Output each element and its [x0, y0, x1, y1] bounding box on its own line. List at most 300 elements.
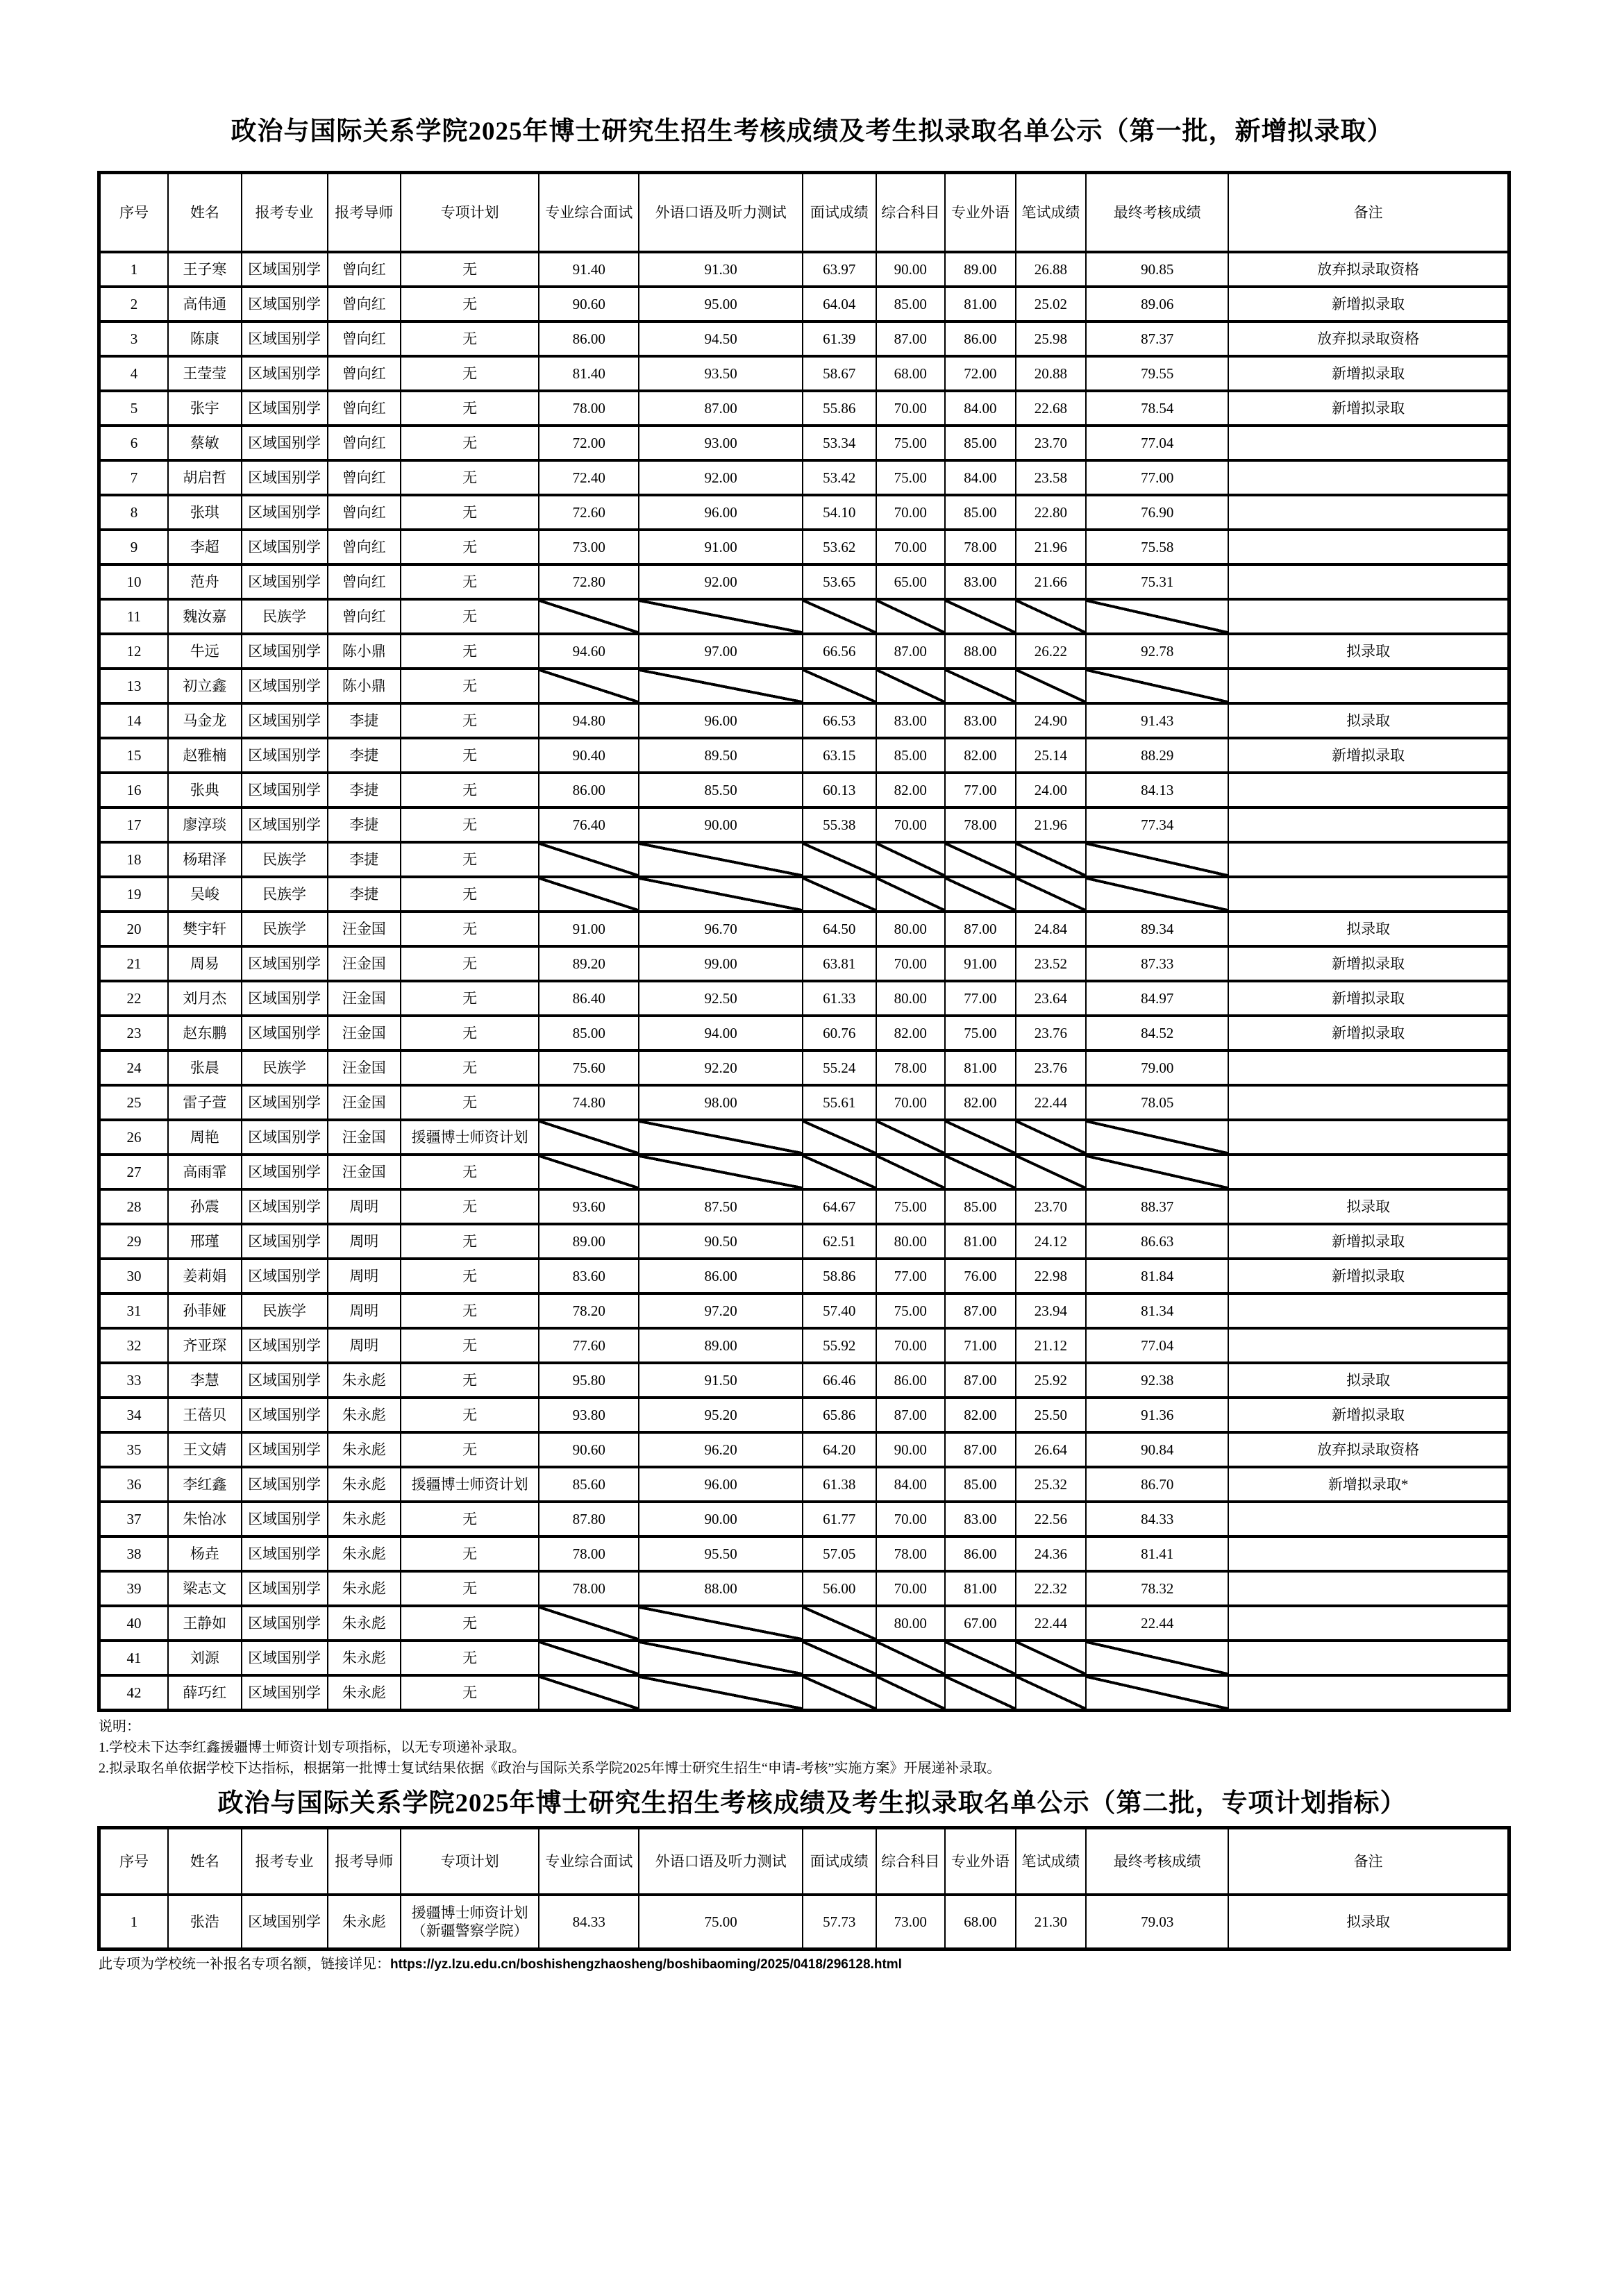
batch2-results-table [97, 1826, 1511, 1951]
candidate-name: 牛远 [168, 634, 242, 669]
applied-major: 区域国别学 [242, 356, 328, 391]
applied-major: 区域国别学 [242, 669, 328, 703]
score-cell: 87.00 [876, 634, 946, 669]
score-cell [803, 877, 876, 912]
score-cell: 66.53 [803, 703, 876, 738]
score-cell: 93.80 [539, 1398, 639, 1432]
score-cell: 25.98 [1016, 321, 1087, 356]
score-cell: 87.00 [945, 1293, 1016, 1328]
score-cell: 81.40 [539, 356, 639, 391]
special-plan: 无 [401, 530, 539, 564]
special-plan: 无 [401, 287, 539, 321]
row-number: 34 [99, 1398, 169, 1432]
special-plan: 无 [401, 738, 539, 773]
score-cell: 68.00 [876, 356, 946, 391]
score-cell: 92.38 [1086, 1363, 1228, 1398]
score-cell: 61.33 [803, 981, 876, 1016]
special-plan: 无 [401, 460, 539, 495]
score-cell: 80.00 [876, 981, 946, 1016]
score-cell: 72.80 [539, 564, 639, 599]
row-number: 36 [99, 1467, 169, 1502]
row-number: 20 [99, 912, 169, 946]
applied-major: 区域国别学 [242, 1641, 328, 1675]
applied-major: 区域国别学 [242, 634, 328, 669]
score-cell [1086, 842, 1228, 877]
column-header: 综合科目 [876, 1828, 946, 1895]
score-cell: 89.06 [1086, 287, 1228, 321]
score-cell: 90.40 [539, 738, 639, 773]
special-plan: 无 [401, 356, 539, 391]
table-row [99, 599, 1509, 634]
score-cell [803, 599, 876, 634]
candidate-name: 范舟 [168, 564, 242, 599]
score-cell: 65.00 [876, 564, 946, 599]
special-plan: 援疆博士师资计划 [401, 1467, 539, 1502]
row-number: 1 [99, 1895, 169, 1950]
score-cell: 92.00 [639, 460, 803, 495]
applied-supervisor: 李捷 [328, 807, 401, 842]
score-cell: 77.00 [876, 1259, 946, 1293]
score-cell [945, 877, 1016, 912]
applied-supervisor: 曾向红 [328, 252, 401, 287]
remark-cell: 新增拟录取 [1228, 1224, 1509, 1259]
score-cell: 81.00 [945, 287, 1016, 321]
applied-major: 区域国别学 [242, 703, 328, 738]
score-cell: 24.00 [1016, 773, 1087, 807]
score-cell: 92.20 [639, 1050, 803, 1085]
special-plan: 无 [401, 1363, 539, 1398]
footer-url[interactable]: https://yz.lzu.edu.cn/boshishengzhaosheng/boshibaoming/2025/0418/296128.html [390, 1957, 902, 1972]
score-cell: 55.24 [803, 1050, 876, 1085]
score-cell: 87.50 [639, 1189, 803, 1224]
remark-cell: 新增拟录取 [1228, 391, 1509, 426]
candidate-name: 樊宇轩 [168, 912, 242, 946]
score-cell: 25.92 [1016, 1363, 1087, 1398]
applied-major: 民族学 [242, 1050, 328, 1085]
score-cell: 79.03 [1086, 1895, 1228, 1950]
row-number: 18 [99, 842, 169, 877]
batch1-title: 政治与国际关系学院2025年博士研究生招生考核成绩及考生拟录取名单公示（第一批，新增拟录取） [231, 117, 1393, 146]
score-cell: 95.50 [639, 1536, 803, 1571]
candidate-name: 孙菲娅 [168, 1293, 242, 1328]
special-plan: 无 [401, 1536, 539, 1571]
applied-supervisor: 周明 [328, 1328, 401, 1363]
score-cell: 72.00 [945, 356, 1016, 391]
applied-major: 区域国别学 [242, 287, 328, 321]
remark-cell: 放弃拟录取资格 [1228, 321, 1509, 356]
column-header: 面试成绩 [803, 1828, 876, 1895]
remark-cell [1228, 1120, 1509, 1155]
special-plan: 无 [401, 426, 539, 460]
row-number: 23 [99, 1016, 169, 1050]
score-cell: 70.00 [876, 530, 946, 564]
score-cell [945, 1155, 1016, 1189]
score-cell: 91.30 [639, 252, 803, 287]
score-cell [1086, 877, 1228, 912]
score-cell: 84.97 [1086, 981, 1228, 1016]
row-number: 7 [99, 460, 169, 495]
applied-supervisor: 李捷 [328, 842, 401, 877]
score-cell: 55.61 [803, 1085, 876, 1120]
score-cell: 92.78 [1086, 634, 1228, 669]
remark-cell: 新增拟录取 [1228, 287, 1509, 321]
score-cell [539, 1675, 639, 1711]
score-cell: 57.05 [803, 1536, 876, 1571]
score-cell: 87.00 [876, 321, 946, 356]
score-cell: 77.60 [539, 1328, 639, 1363]
score-cell: 91.36 [1086, 1398, 1228, 1432]
candidate-name: 孙震 [168, 1189, 242, 1224]
table-row [99, 877, 1509, 912]
score-cell [1016, 842, 1087, 877]
score-cell: 78.00 [945, 807, 1016, 842]
table-row [99, 1120, 1509, 1155]
score-cell: 91.40 [539, 252, 639, 287]
score-cell: 22.32 [1016, 1571, 1087, 1606]
score-cell: 88.29 [1086, 738, 1228, 773]
applied-supervisor: 朱永彪 [328, 1536, 401, 1571]
candidate-name: 周艳 [168, 1120, 242, 1155]
score-cell [803, 1641, 876, 1675]
score-cell [1016, 599, 1087, 634]
applied-major: 区域国别学 [242, 1259, 328, 1293]
applied-major: 区域国别学 [242, 1675, 328, 1711]
score-cell: 58.86 [803, 1259, 876, 1293]
row-number: 37 [99, 1502, 169, 1536]
score-cell: 75.31 [1086, 564, 1228, 599]
column-header: 笔试成绩 [1016, 173, 1087, 253]
score-cell: 22.44 [1016, 1606, 1087, 1641]
score-cell: 55.86 [803, 391, 876, 426]
remark-cell: 新增拟录取 [1228, 1016, 1509, 1050]
special-plan: 无 [401, 1189, 539, 1224]
table-row [99, 1085, 1509, 1120]
applied-supervisor: 汪金国 [328, 1085, 401, 1120]
score-cell: 87.33 [1086, 946, 1228, 981]
special-plan: 无 [401, 1432, 539, 1467]
special-plan: 无 [401, 1641, 539, 1675]
score-cell: 77.00 [1086, 460, 1228, 495]
score-cell: 84.00 [945, 460, 1016, 495]
score-cell: 87.80 [539, 1502, 639, 1536]
applied-major: 区域国别学 [242, 738, 328, 773]
score-cell: 96.00 [639, 703, 803, 738]
applied-major: 区域国别学 [242, 807, 328, 842]
score-cell: 91.43 [1086, 703, 1228, 738]
remark-cell [1228, 669, 1509, 703]
score-cell: 95.20 [639, 1398, 803, 1432]
remark-cell: 新增拟录取 [1228, 1398, 1509, 1432]
score-cell: 56.00 [803, 1571, 876, 1606]
score-cell [539, 1641, 639, 1675]
special-plan: 无 [401, 669, 539, 703]
score-cell: 77.04 [1086, 426, 1228, 460]
table-row [99, 1536, 1509, 1571]
applied-supervisor: 曾向红 [328, 564, 401, 599]
table-row [99, 1895, 1509, 1950]
column-header: 外语口语及听力测试 [639, 1828, 803, 1895]
score-cell: 25.02 [1016, 287, 1087, 321]
applied-supervisor: 周明 [328, 1224, 401, 1259]
special-plan: 无 [401, 1155, 539, 1189]
score-cell: 23.58 [1016, 460, 1087, 495]
score-cell: 89.50 [639, 738, 803, 773]
score-cell: 22.44 [1016, 1085, 1087, 1120]
score-cell: 26.22 [1016, 634, 1087, 669]
score-cell: 21.30 [1016, 1895, 1087, 1950]
table-row [99, 842, 1509, 877]
applied-major: 区域国别学 [242, 1398, 328, 1432]
candidate-name: 梁志文 [168, 1571, 242, 1606]
applied-supervisor: 朱永彪 [328, 1363, 401, 1398]
score-cell: 63.15 [803, 738, 876, 773]
score-cell: 60.76 [803, 1016, 876, 1050]
remark-cell: 拟录取 [1228, 703, 1509, 738]
special-plan: 无 [401, 703, 539, 738]
score-cell [876, 1120, 946, 1155]
score-cell: 85.00 [945, 1467, 1016, 1502]
remark-cell [1228, 599, 1509, 634]
remark-cell [1228, 426, 1509, 460]
score-cell: 85.00 [945, 426, 1016, 460]
row-number: 32 [99, 1328, 169, 1363]
score-cell: 81.34 [1086, 1293, 1228, 1328]
remark-cell [1228, 1606, 1509, 1641]
score-cell: 78.05 [1086, 1085, 1228, 1120]
candidate-name: 陈康 [168, 321, 242, 356]
candidate-name: 雷子萱 [168, 1085, 242, 1120]
applied-supervisor: 曾向红 [328, 321, 401, 356]
score-cell: 53.65 [803, 564, 876, 599]
score-cell: 90.84 [1086, 1432, 1228, 1467]
score-cell: 25.14 [1016, 738, 1087, 773]
score-cell [639, 1675, 803, 1711]
candidate-name: 魏汝嘉 [168, 599, 242, 634]
applied-supervisor: 汪金国 [328, 981, 401, 1016]
candidate-name: 王文婧 [168, 1432, 242, 1467]
applied-major: 区域国别学 [242, 460, 328, 495]
candidate-name: 蔡敏 [168, 426, 242, 460]
candidate-name: 王静如 [168, 1606, 242, 1641]
score-cell: 67.00 [945, 1606, 1016, 1641]
score-cell: 66.46 [803, 1363, 876, 1398]
score-cell [539, 877, 639, 912]
note-item-1: 1.学校未下达李红鑫援疆博士师资计划专项指标，以无专项递补录取。 [99, 1740, 526, 1755]
table-row [99, 1224, 1509, 1259]
applied-major: 区域国别学 [242, 981, 328, 1016]
score-cell: 78.54 [1086, 391, 1228, 426]
score-cell: 90.00 [639, 1502, 803, 1536]
score-cell [876, 669, 946, 703]
score-cell: 21.66 [1016, 564, 1087, 599]
score-cell: 83.00 [945, 564, 1016, 599]
score-cell: 21.96 [1016, 807, 1087, 842]
remark-cell [1228, 1328, 1509, 1363]
applied-supervisor: 汪金国 [328, 1050, 401, 1085]
score-cell [539, 1120, 639, 1155]
table-row [99, 1259, 1509, 1293]
row-number: 31 [99, 1293, 169, 1328]
row-number: 15 [99, 738, 169, 773]
score-cell: 63.97 [803, 252, 876, 287]
column-header: 专项计划 [401, 173, 539, 253]
candidate-name: 周易 [168, 946, 242, 981]
score-cell: 72.60 [539, 495, 639, 530]
candidate-name: 齐亚琛 [168, 1328, 242, 1363]
score-cell: 96.00 [639, 1467, 803, 1502]
table-row [99, 321, 1509, 356]
applied-supervisor: 朱永彪 [328, 1675, 401, 1711]
applied-major: 区域国别学 [242, 426, 328, 460]
special-plan: 无 [401, 599, 539, 634]
score-cell: 83.00 [876, 703, 946, 738]
candidate-name: 刘源 [168, 1641, 242, 1675]
candidate-name: 杨垚 [168, 1536, 242, 1571]
score-cell: 89.34 [1086, 912, 1228, 946]
applied-supervisor: 朱永彪 [328, 1606, 401, 1641]
remark-cell [1228, 460, 1509, 495]
special-plan: 无 [401, 1398, 539, 1432]
score-cell: 21.12 [1016, 1328, 1087, 1363]
score-cell [803, 1155, 876, 1189]
score-cell: 73.00 [876, 1895, 946, 1950]
score-cell: 70.00 [876, 1502, 946, 1536]
column-header: 外语口语及听力测试 [639, 173, 803, 253]
score-cell: 85.60 [539, 1467, 639, 1502]
special-plan: 无 [401, 1224, 539, 1259]
score-cell [1016, 877, 1087, 912]
remark-cell: 拟录取 [1228, 1363, 1509, 1398]
score-cell: 82.00 [876, 773, 946, 807]
score-cell: 87.00 [945, 1432, 1016, 1467]
special-plan: 援疆博士师资计划 （新疆警察学院） [401, 1895, 539, 1950]
batch1-results-table [97, 171, 1511, 1712]
score-cell: 85.00 [945, 495, 1016, 530]
score-cell: 91.00 [639, 530, 803, 564]
score-cell: 53.34 [803, 426, 876, 460]
column-header: 综合科目 [876, 173, 946, 253]
score-cell [539, 1155, 639, 1189]
score-cell: 64.04 [803, 287, 876, 321]
score-cell: 62.51 [803, 1224, 876, 1259]
score-cell [945, 1675, 1016, 1711]
column-header: 报考导师 [328, 173, 401, 253]
score-cell: 25.32 [1016, 1467, 1087, 1502]
score-cell: 84.13 [1086, 773, 1228, 807]
row-number: 6 [99, 426, 169, 460]
column-header: 最终考核成绩 [1086, 173, 1228, 253]
column-header: 专业综合面试 [539, 173, 639, 253]
candidate-name: 王子寒 [168, 252, 242, 287]
applied-supervisor: 汪金国 [328, 912, 401, 946]
score-cell [803, 1606, 876, 1641]
score-cell: 91.00 [539, 912, 639, 946]
candidate-name: 张晨 [168, 1050, 242, 1085]
score-cell: 88.00 [945, 634, 1016, 669]
applied-major: 区域国别学 [242, 564, 328, 599]
table-row [99, 634, 1509, 669]
score-cell: 90.50 [639, 1224, 803, 1259]
column-header: 备注 [1228, 1828, 1509, 1895]
score-cell [639, 599, 803, 634]
score-cell [803, 1120, 876, 1155]
batch2-title: 政治与国际关系学院2025年博士研究生招生考核成绩及考生拟录取名单公示（第二批，专项计划指标） [217, 1789, 1407, 1818]
candidate-name: 薛巧红 [168, 1675, 242, 1711]
table-row [99, 807, 1509, 842]
remark-cell [1228, 1502, 1509, 1536]
score-cell: 90.60 [539, 1432, 639, 1467]
special-plan-line2: （新疆警察学院） [411, 1922, 528, 1939]
row-number: 14 [99, 703, 169, 738]
remark-cell: 拟录取 [1228, 634, 1509, 669]
score-cell: 61.38 [803, 1467, 876, 1502]
candidate-name: 李慧 [168, 1363, 242, 1398]
score-cell: 92.00 [639, 564, 803, 599]
special-plan: 无 [401, 1606, 539, 1641]
score-cell: 68.00 [945, 1895, 1016, 1950]
score-cell: 91.00 [945, 946, 1016, 981]
special-plan: 无 [401, 946, 539, 981]
applied-major: 区域国别学 [242, 1120, 328, 1155]
score-cell [945, 1641, 1016, 1675]
score-cell: 64.50 [803, 912, 876, 946]
score-cell: 89.00 [539, 1224, 639, 1259]
special-plan: 无 [401, 634, 539, 669]
score-cell [876, 877, 946, 912]
row-number: 29 [99, 1224, 169, 1259]
score-cell [1016, 1641, 1087, 1675]
score-cell: 75.00 [876, 1189, 946, 1224]
applied-major: 区域国别学 [242, 1536, 328, 1571]
remark-cell [1228, 1155, 1509, 1189]
score-cell: 77.04 [1086, 1328, 1228, 1363]
special-plan: 无 [401, 877, 539, 912]
score-cell: 88.37 [1086, 1189, 1228, 1224]
row-number: 2 [99, 287, 169, 321]
score-cell: 84.33 [539, 1895, 639, 1950]
applied-major: 区域国别学 [242, 1502, 328, 1536]
table-row [99, 669, 1509, 703]
applied-supervisor: 朱永彪 [328, 1467, 401, 1502]
row-number: 38 [99, 1536, 169, 1571]
remark-cell [1228, 1571, 1509, 1606]
candidate-name: 姜莉娟 [168, 1259, 242, 1293]
score-cell: 23.70 [1016, 1189, 1087, 1224]
special-plan: 无 [401, 1085, 539, 1120]
special-plan: 无 [401, 495, 539, 530]
score-cell: 22.98 [1016, 1259, 1087, 1293]
score-cell [945, 669, 1016, 703]
score-cell: 86.00 [539, 321, 639, 356]
score-cell: 83.60 [539, 1259, 639, 1293]
score-cell: 77.00 [945, 981, 1016, 1016]
score-cell: 72.00 [539, 426, 639, 460]
score-cell: 85.00 [876, 738, 946, 773]
score-cell [1016, 1120, 1087, 1155]
score-cell: 96.00 [639, 495, 803, 530]
score-cell: 26.88 [1016, 252, 1087, 287]
applied-major: 民族学 [242, 912, 328, 946]
column-header: 序号 [99, 173, 169, 253]
table-row [99, 1675, 1509, 1711]
remark-cell [1228, 564, 1509, 599]
candidate-name: 张琪 [168, 495, 242, 530]
score-cell [1016, 669, 1087, 703]
score-cell: 81.41 [1086, 1536, 1228, 1571]
score-cell: 89.20 [539, 946, 639, 981]
applied-supervisor: 曾向红 [328, 530, 401, 564]
score-cell: 61.39 [803, 321, 876, 356]
